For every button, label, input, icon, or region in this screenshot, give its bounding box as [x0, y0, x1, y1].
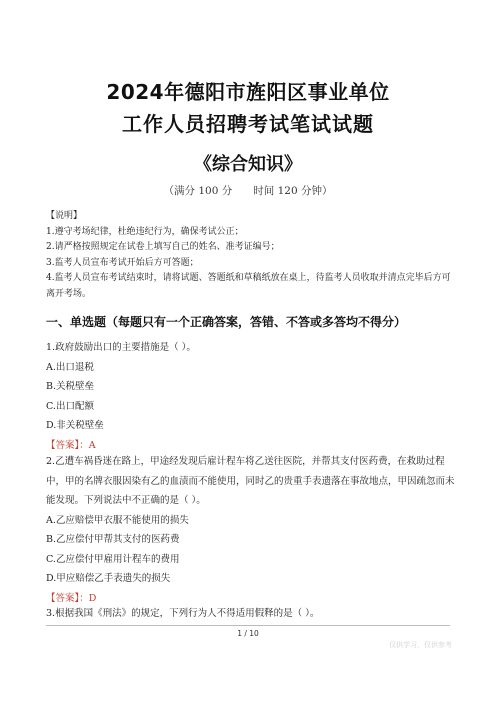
answer-label: 【答案】：D [46, 592, 97, 604]
option-a: A.出口退税 [46, 361, 94, 373]
document-title-line2: 工作人员招聘考试笔试试题 [122, 112, 374, 136]
option-d: D.甲应赔偿乙手表遗失的损失 [46, 573, 171, 584]
option-a: A.乙应赔偿甲衣服不能使用的损失 [46, 514, 189, 526]
question-stem: 3.根据我国《刑法》的规定，下列行为人不得适用假释的是（ ）。 [46, 608, 320, 619]
option-b: B.关税壁垒 [46, 381, 95, 392]
question-stem: 1.政府鼓励出口的主要措施是（ ）。 [46, 342, 196, 353]
option-b: B.乙应偿付甲帮其支付的医药费 [46, 534, 180, 545]
page-indicator: 1 / 10 [237, 629, 259, 638]
instruction-item: 1.遵守考场纪律，杜绝违纪行为，确保考试公正； [46, 226, 244, 237]
watermark-text: 仅供学习，仅供参考 [389, 641, 452, 649]
footer-divider [46, 625, 450, 626]
question-1 [46, 338, 456, 455]
instruction-item: 2.请严格按照规定在试卷上填写自己的姓名、准考证编号； [46, 242, 280, 252]
instruction-item: 3.监考人员宣布考试开始后方可答题； [46, 257, 199, 268]
document-title-line1: 2024年德阳市旌阳区事业单位 [106, 80, 390, 104]
instruction-item: 4.监考人员宣布考试结束时，请将试题、答题纸和草稿纸放在桌上，待监考人员收取并清点完毕后方可离开考场。 [46, 273, 451, 299]
document-subtitle: 《综合知识》 [194, 154, 302, 175]
instructions-block [46, 209, 456, 302]
option-c: C.乙应偿付甲雇用计程车的费用 [46, 553, 180, 565]
question-3 [46, 604, 456, 624]
question-stem: 2.乙遭车祸昏迷在路上，甲途经发现后雇计程车将乙送往医院，并帮其支付医药费，在救助过程中，甲的名牌衣服因染有乙的血渍而不能使用，同时乙的贵重手表遗落在事故地点，甲因疏忽而未能发现。下列说法中不正确的是（ ）。 [46, 456, 455, 506]
option-d: D.非关税壁垒 [46, 420, 104, 431]
question-2 [46, 452, 456, 608]
exam-info: （满分 100 分 时间 120 分钟） [163, 185, 333, 197]
section-title: 一、单选题（每题只有一个正确答案，答错、不答或多答均不得分） [46, 315, 407, 329]
option-c: C.出口配额 [46, 400, 94, 412]
instructions-heading: 【说明】 [46, 211, 83, 221]
answer-label: 【答案】：A [46, 439, 96, 451]
